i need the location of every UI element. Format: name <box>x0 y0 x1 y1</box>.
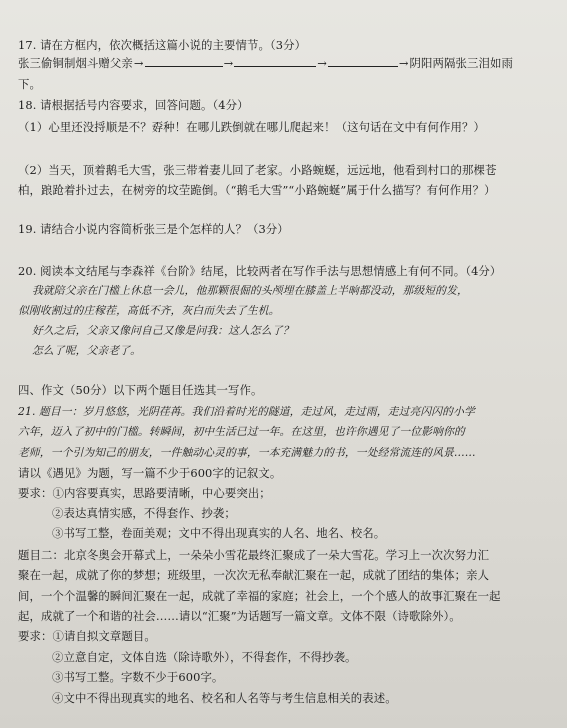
topic2-line2: 聚在一起，成就了你的梦想；班级里，一次次无私奉献汇聚在一起，成就了团结的集体；亲人 <box>18 568 490 582</box>
topic1-line3: 老师，一个引为知己的朋友，一件触动心灵的事，一本充满魅力的书，一处经常流连的风景…… <box>18 446 476 459</box>
q18-part2-line1: （2）当天，顶着鹅毛大雪，张三带着妻儿回了老家。小路蜿蜒，远远地，他看到村口的那棵苍 <box>18 163 497 177</box>
answer-blank-3[interactable] <box>328 56 398 67</box>
q20-quote-line2: 似刚收割过的庄稼茬，高低不齐，灰白而失去了生机。 <box>18 304 280 317</box>
answer-blank-2[interactable] <box>234 56 316 67</box>
q18-part2-line2: 柏，踉跄着扑过去，在树旁的坟茔跪倒。（“鹅毛大雪”“小路蜿蜒”属于什么描写？有何作用？） <box>18 183 496 197</box>
topic2-line4: 起，成就了一个和谐的社会……请以“汇聚”为话题写一篇文章。文体不限（诗歌除外）。 <box>18 609 461 623</box>
q17-prompt: 17. 请在方框内，依次概括这篇小说的主要情节。（3分） <box>18 38 307 52</box>
q18-prompt: 18. 请根据括号内容要求，回答问题。（4分） <box>18 98 249 112</box>
q18-part1: （1）心里还没捋顺是不？孬种！在哪儿跌倒就在哪儿爬起来！（这句话在文中有何作用？） <box>18 120 485 134</box>
q17-chain-end: 阴阳两隔张三泪如雨 <box>409 56 513 70</box>
topic2-line3: 间，一个个温馨的瞬间汇聚在一起，成就了幸福的家庭；社会上，一个个感人的故事汇聚在一起 <box>18 589 501 603</box>
q20-quote-line3: 好久之后，父亲又像问自己又像是问我：这人怎么了？ <box>32 324 294 337</box>
q17-chain-start: 张三偷铜制烟斗赠父亲 <box>18 56 133 70</box>
q20-quote-line4: 怎么了呢，父亲老了。 <box>32 344 141 357</box>
q19-prompt: 19. 请结合小说内容简析张三是个怎样的人？（3分） <box>18 222 289 236</box>
topic2-line1: 题目二：北京冬奥会开幕式上，一朵朵小雪花最终汇聚成了一朵大雪花。学习上一次次努力汇 <box>18 548 490 562</box>
composition-heading: 四、作文（50分）以下两个题目任选其一写作。 <box>18 383 263 397</box>
topic1-requirement-2: ②表达真情实感，不得套作、抄袭； <box>52 506 236 520</box>
topic1-line1: 21. 题目一：岁月悠悠，光阴荏苒。我们沿着时光的隧道，走过风，走过雨，走过亮闪闪的小学 <box>18 405 475 418</box>
q20-prompt: 20. 阅读本文结尾与李森祥《台阶》结尾，比较两者在写作手法与思想情感上有何不同。（4分） <box>18 264 502 278</box>
arrow-icon: → <box>398 56 409 70</box>
answer-blank-1[interactable] <box>145 56 223 67</box>
topic2-requirement-2: ②立意自定，文体自选（除诗歌外），不得套作，不得抄袭。 <box>52 650 357 664</box>
arrow-icon: → <box>223 56 234 70</box>
topic1-line2: 六年，迈入了初中的门槛。转瞬间，初中生活已过一年。在这里，也许你遇见了一位影响你的 <box>18 425 465 438</box>
topic2-requirement-3: ③书写工整。字数不少于600字。 <box>52 670 224 684</box>
topic1-requirement-3: ③书写工整，卷面美观；文中不得出现真实的人名、地名、校名。 <box>52 526 386 540</box>
topic2-requirement-4: ④文中不得出现真实的地名、校名和人名等与考生信息相关的表述。 <box>52 691 397 705</box>
q20-quote-line1: 我就陪父亲在门槛上休息一会儿，他那颗很倔的头颅埋在膝盖上半晌都没动，那级短的发， <box>32 284 468 297</box>
topic1-line4: 请以《遇见》为题，写一篇不少于600字的记叙文。 <box>18 466 282 480</box>
arrow-icon: → <box>133 56 144 70</box>
arrow-icon: → <box>317 56 327 70</box>
topic1-requirement-1: 要求：①内容要真实，思路要清晰，中心要突出； <box>18 486 271 500</box>
topic2-requirement-1: 要求：①请自拟文章题目。 <box>18 629 156 643</box>
q17-chain-end-cont: 下。 <box>18 77 41 91</box>
q17-plot-chain <box>18 56 557 70</box>
